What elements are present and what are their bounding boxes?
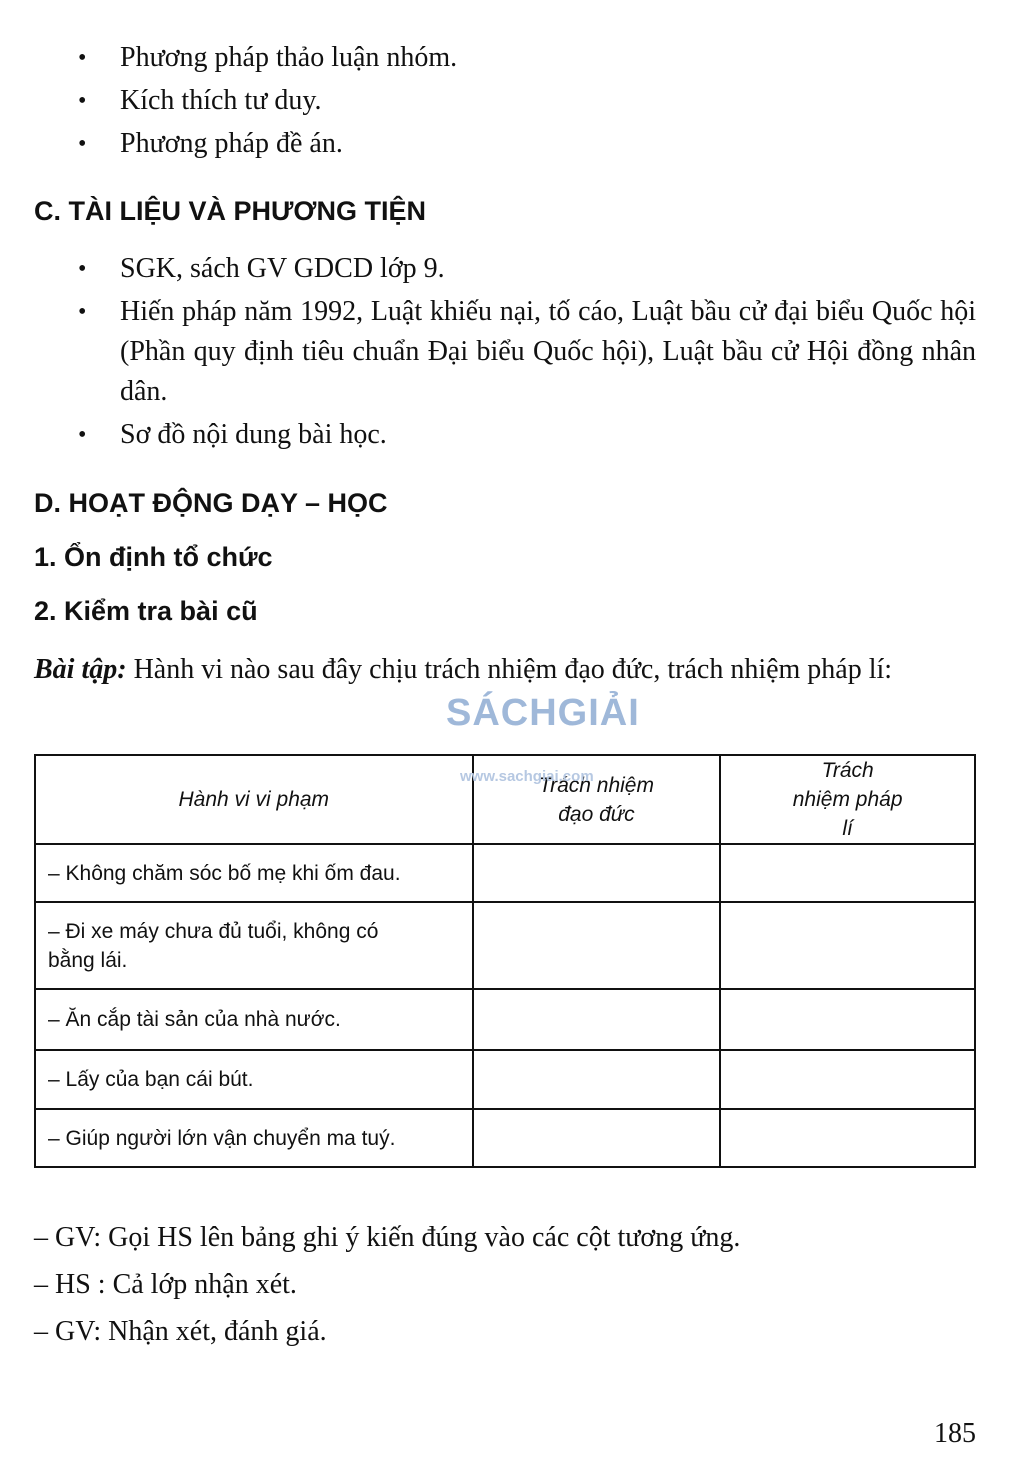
closing-line: – HS : Cả lớp nhận xét. bbox=[34, 1269, 297, 1300]
watermark-url: www.sachgiai.com bbox=[460, 768, 594, 785]
moral-answer-cell[interactable] bbox=[473, 1109, 721, 1167]
closing-line: – GV: Gọi HS lên bảng ghi ý kiến đúng vào các cột tương ứng. bbox=[34, 1222, 741, 1253]
subsection-heading-2: 2. Kiểm tra bài cũ bbox=[34, 596, 258, 626]
section-d-heading: D. HOẠT ĐỘNG DẠY – HỌC bbox=[34, 488, 388, 518]
legal-answer-cell[interactable] bbox=[720, 844, 975, 902]
header-moral-responsibility: Trách nhiệm đạo đức bbox=[473, 755, 721, 844]
closing-lines bbox=[34, 1218, 976, 1352]
table-header-row bbox=[35, 755, 975, 844]
moral-answer-cell[interactable] bbox=[473, 1050, 721, 1109]
violation-cell: – Ăn cắp tài sản của nhà nước. bbox=[35, 989, 473, 1050]
legal-answer-cell[interactable] bbox=[720, 902, 975, 989]
table-row bbox=[35, 844, 975, 902]
exercise-prompt bbox=[34, 650, 976, 690]
moral-answer-cell[interactable] bbox=[473, 844, 721, 902]
table-row bbox=[35, 989, 975, 1050]
exercise-label: Bài tập: bbox=[34, 654, 127, 685]
header-violation: Hành vi vi phạm bbox=[35, 755, 473, 844]
list-item: • Phương pháp đề án. bbox=[34, 124, 976, 164]
exercise-text: Hành vi nào sau đây chịu trách nhiệm đạo đức, trách nhiệm pháp lí: bbox=[126, 654, 893, 685]
list-item: • Kích thích tư duy. bbox=[34, 81, 976, 121]
violation-cell: – Giúp người lớn vận chuyển ma tuý. bbox=[35, 1109, 473, 1167]
list-item: • Phương pháp thảo luận nhóm. bbox=[34, 38, 976, 78]
page-number: 185 bbox=[934, 1418, 976, 1449]
subsection-heading-1: 1. Ổn định tổ chức bbox=[34, 542, 273, 572]
closing-line: – GV: Nhận xét, đánh giá. bbox=[34, 1316, 327, 1347]
legal-answer-cell[interactable] bbox=[720, 1109, 975, 1167]
list-item: • Sơ đồ nội dung bài học. bbox=[34, 415, 976, 455]
violation-cell: – Không chăm sóc bố mẹ khi ốm đau. bbox=[35, 844, 473, 902]
violation-cell: – Đi xe máy chưa đủ tuổi, không có bằng lái. bbox=[35, 902, 473, 989]
responsibility-table bbox=[34, 754, 976, 1168]
legal-answer-cell[interactable] bbox=[720, 989, 975, 1050]
section-c-heading: C. TÀI LIỆU VÀ PHƯƠNG TIỆN bbox=[34, 196, 426, 226]
moral-answer-cell[interactable] bbox=[473, 902, 721, 989]
moral-answer-cell[interactable] bbox=[473, 989, 721, 1050]
watermark-brand: SÁCHGIẢI bbox=[446, 692, 640, 734]
intro-bullet-list bbox=[34, 38, 976, 164]
table-row bbox=[35, 902, 975, 989]
legal-answer-cell[interactable] bbox=[720, 1050, 975, 1109]
violation-cell: – Lấy của bạn cái bút. bbox=[35, 1050, 473, 1109]
list-item: • SGK, sách GV GDCD lớp 9. bbox=[34, 249, 976, 289]
document-page bbox=[34, 0, 976, 1482]
table-row bbox=[35, 1050, 975, 1109]
table-row bbox=[35, 1109, 975, 1167]
header-legal-responsibility: Trách nhiệm pháp lí bbox=[720, 755, 975, 844]
section-c-bullet-list bbox=[34, 249, 976, 455]
list-item: • Hiến pháp năm 1992, Luật khiếu nại, tố cáo, Luật bầu cử đại biểu Quốc hội (Phần quy định tiêu chuẩn Đại biểu Quốc hội), Luật bầu cử Hội đồng nhân dân. bbox=[34, 292, 976, 412]
